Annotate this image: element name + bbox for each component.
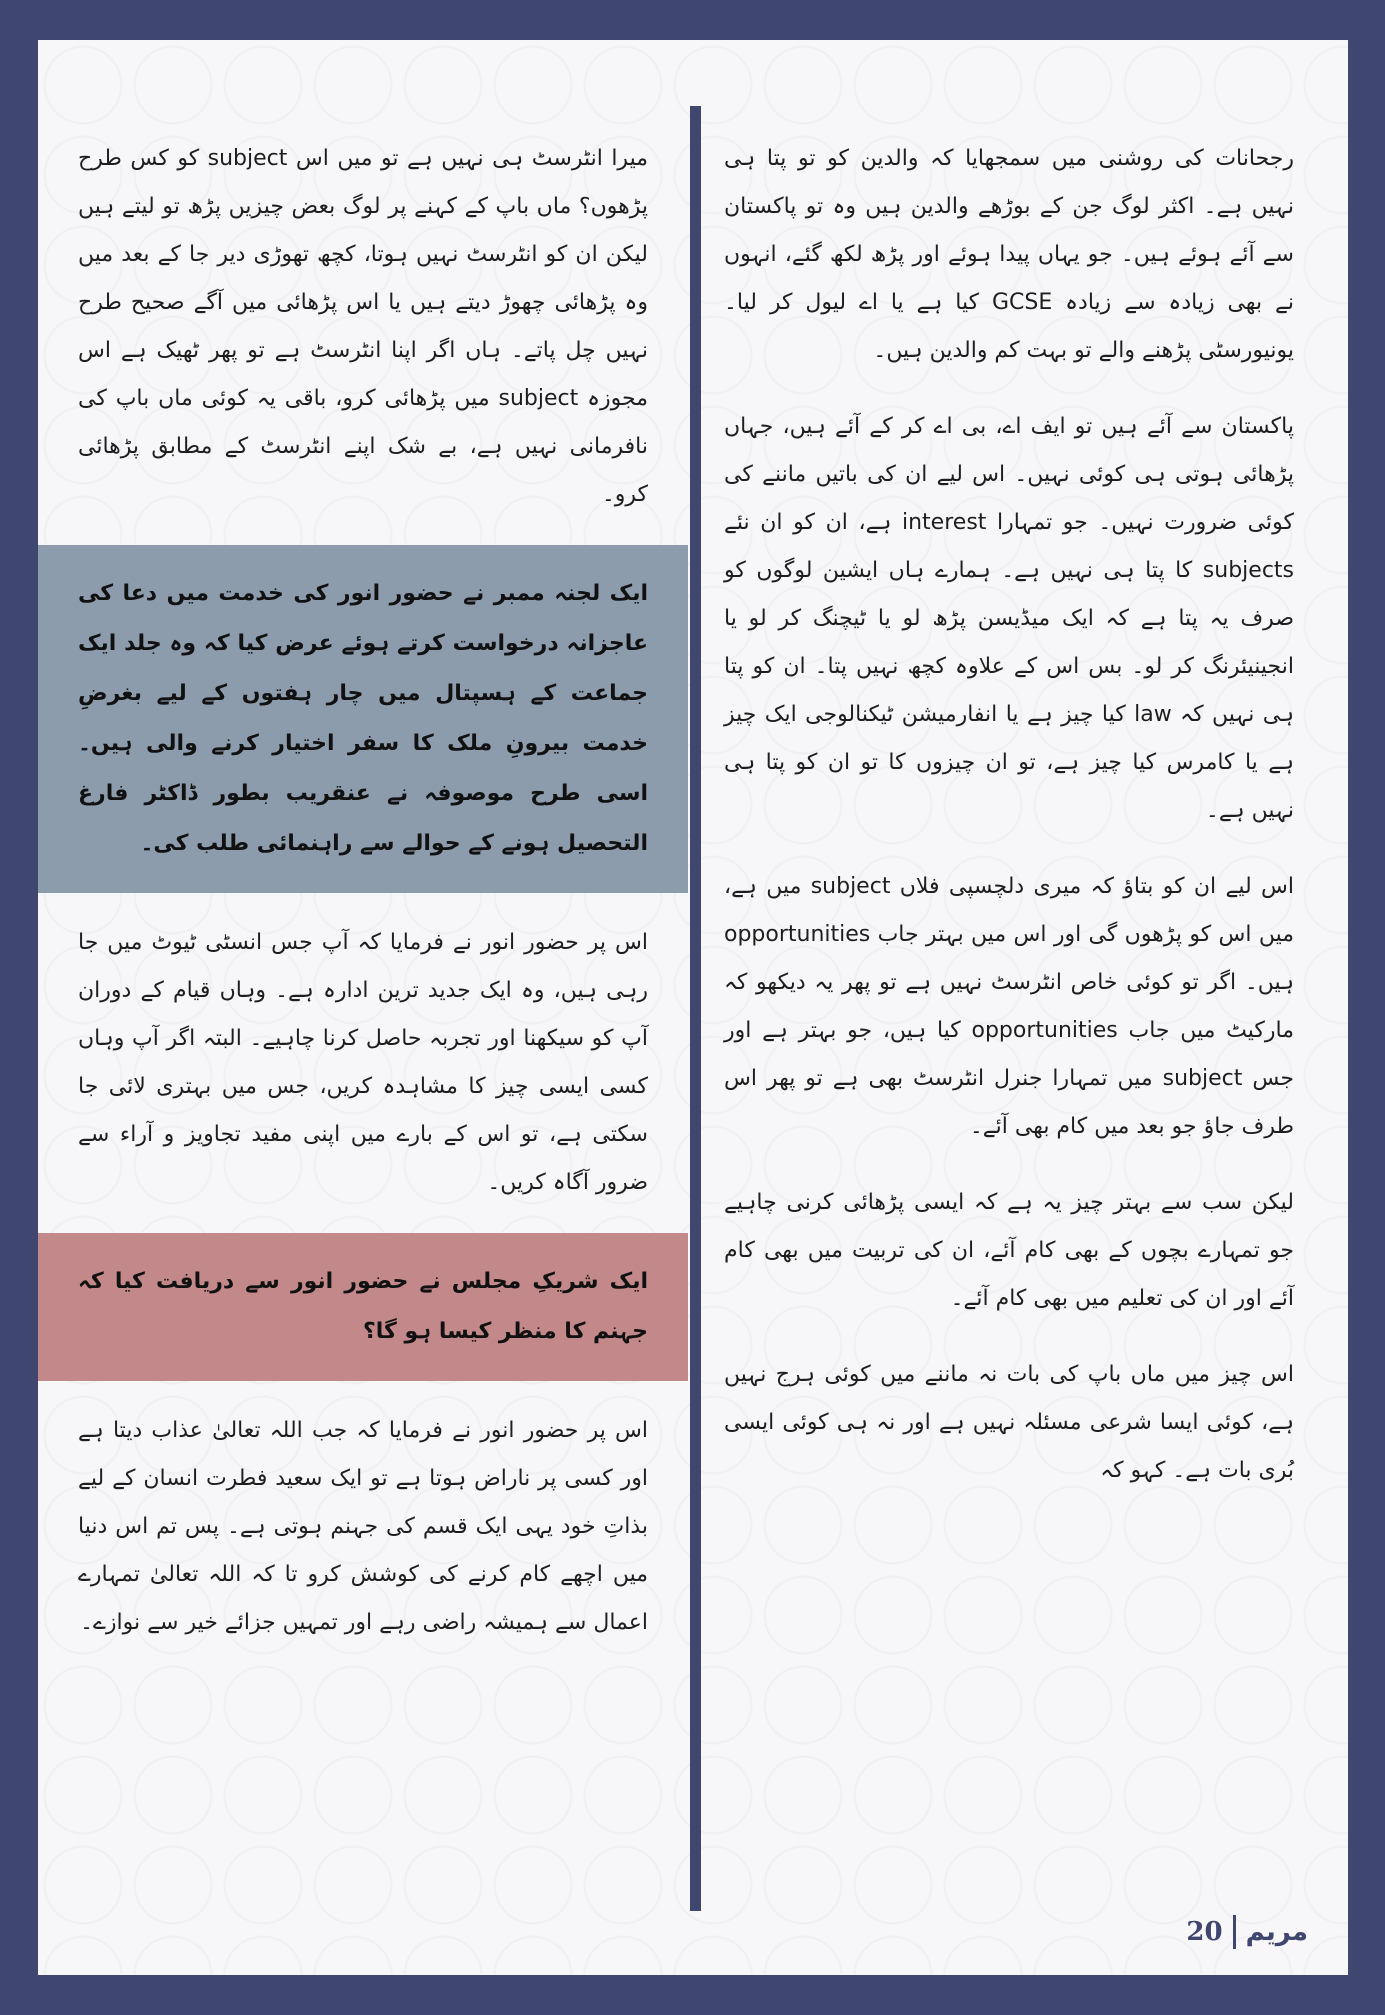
paragraph: رجحانات کی روشنی میں سمجھایا کہ والدین کو تو پتا ہی نہیں ہے۔ اکثر لوگ جن کے بوڑھے والدین ہیں وہ تو پاکستان سے آئے ہوئے ہیں۔ جو یہاں پیدا ہوئے اور پڑھ لکھ گئے، انہوں نے بھی زیادہ سے زیادہ GCSE کیا ہے یا اے لیول کر لیا۔ یونیورسٹی پڑھنے والے تو بہت کم والدین ہیں۔ (724, 146, 1294, 363)
right-column (724, 135, 1294, 1523)
page-number: 20 (1186, 1917, 1223, 1947)
paragraph: پاکستان سے آئے ہیں تو ایف اے، بی اے کر کے آئے ہیں، جہاں پڑھائی ہوتی ہی کوئی نہیں۔ اس لیے ان کی باتیں ماننے کی کوئی ضرورت نہیں۔ جو تمہارا interest ہے، ان کو ان نئے subjects کا پتا ہی نہیں ہے۔ ہمارے ہاں ایشین لوگوں کو صرف یہ پتا ہے کہ ایک میڈیسن پڑھ لو یا ٹیچنگ کر لو یا انجینیئرنگ کر لو۔ بس اس کے علاوہ کچھ نہیں پتا۔ ان کو پتا ہی نہیں کہ law کیا چیز ہے یا انفارمیشن ٹیکنالوجی ایک چیز ہے یا کامرس کیا چیز ہے، تو ان چیزوں کا تو ان کو پتا ہی نہیں ہے۔ (724, 414, 1294, 823)
question-box-2: ایک شریکِ مجلس نے حضور انور سے دریافت کیا کہ جہنم کا منظر کیسا ہو گا؟ (38, 1233, 688, 1381)
paragraph: لیکن سب سے بہتر چیز یہ ہے کہ ایسی پڑھائی کرنی چاہیے جو تمہارے بچوں کے بھی کام آئے، ان کی تربیت میں بھی کام آئے اور ان کی تعلیم میں بھی کام آئے۔ (724, 1190, 1294, 1311)
column-divider (690, 106, 701, 1911)
answer-paragraph: اس پر حضور انور نے فرمایا کہ آپ جس انسٹی ٹیوٹ میں جا رہی ہیں، وہ ایک جدید ترین ادارہ ہے۔ وہاں قیام کے دوران آپ کو سیکھنا اور تجربہ حاصل کرنا چاہیے۔ البتہ اگر آپ وہاں کسی ایسی چیز کا مشاہدہ کریں، جس میں بہتری لائی جا سکتی ہے، تو اس کے بارے میں اپنی مفید تجاویز و آراء سے ضرور آگاہ کریں۔ (78, 930, 648, 1195)
paragraph: اس چیز میں ماں باپ کی بات نہ ماننے میں کوئی ہرج نہیں ہے، کوئی ایسا شرعی مسئلہ نہیں ہے اور نہ ہی کوئی ایسی بُری بات ہے۔ کہو کہ (724, 1362, 1294, 1483)
page-footer (1186, 1915, 1308, 1949)
question-box-1: ایک لجنہ ممبر نے حضور انور کی خدمت میں دعا کی عاجزانہ درخواست کرتے ہوئے عرض کیا کہ وہ جلد ایک جماعت کے ہسپتال میں چار ہفتوں کے لیے بغرضِ خدمت بیرونِ ملک کا سفر اختیار کرنے والی ہیں۔ اسی طرح موصوفہ نے عنقریب بطور ڈاکٹر فارغ التحصیل ہونے کے حوالے سے راہنمائی طلب کی۔ (38, 545, 688, 893)
footer-separator (1233, 1915, 1236, 1949)
page (38, 40, 1348, 1975)
answer-paragraph: اس پر حضور انور نے فرمایا کہ جب اللہ تعالیٰ عذاب دیتا ہے اور کسی پر ناراض ہوتا ہے تو ایک سعید فطرت انسان کے لیے بذاتِ خود یہی ایک قسم کی جہنم ہوتی ہے۔ پس تم اس دنیا میں اچھے کام کرنے کی کوشش کرو تا کہ اللہ تعالیٰ تمہارے اعمال سے ہمیشہ راضی رہے اور تمہیں جزائے خیر سے نوازے۔ (78, 1418, 648, 1635)
paragraph: میرا انٹرسٹ ہی نہیں ہے تو میں اس subject کو کس طرح پڑھوں؟ ماں باپ کے کہنے پر لوگ بعض چیزیں پڑھ تو لیتے ہیں لیکن ان کو انٹرسٹ نہیں ہوتا، کچھ تھوڑی دیر جا کے بعد میں وہ پڑھائی چھوڑ دیتے ہیں یا اس پڑھائی میں آگے صحیح طرح نہیں چل پاتے۔ ہاں اگر اپنا انٹرسٹ ہے تو پھر ٹھیک ہے اس مجوزہ subject میں پڑھائی کرو، باقی یہ کوئی ماں باپ کی نافرمانی نہیں ہے، بے شک اپنے انٹرسٹ کے مطابق پڑھائی کرو۔ (78, 146, 649, 507)
paragraph: اس لیے ان کو بتاؤ کہ میری دلچسپی فلاں subject میں ہے، میں اس کو پڑھوں گی اور اس میں بہتر جاب opportunities ہیں۔ اگر تو کوئی خاص انٹرسٹ نہیں ہے تو پھر یہ دیکھو کہ مارکیٹ میں جاب opportunities کیا ہیں، جو بہتر ہے اور جس subject میں تمہارا جنرل انٹرسٹ بھی ہے تو پھر اس طرف جاؤ جو بعد میں کام بھی آئے۔ (724, 874, 1294, 1139)
left-column (38, 135, 688, 1647)
magazine-name: مریم (1245, 1917, 1308, 1947)
